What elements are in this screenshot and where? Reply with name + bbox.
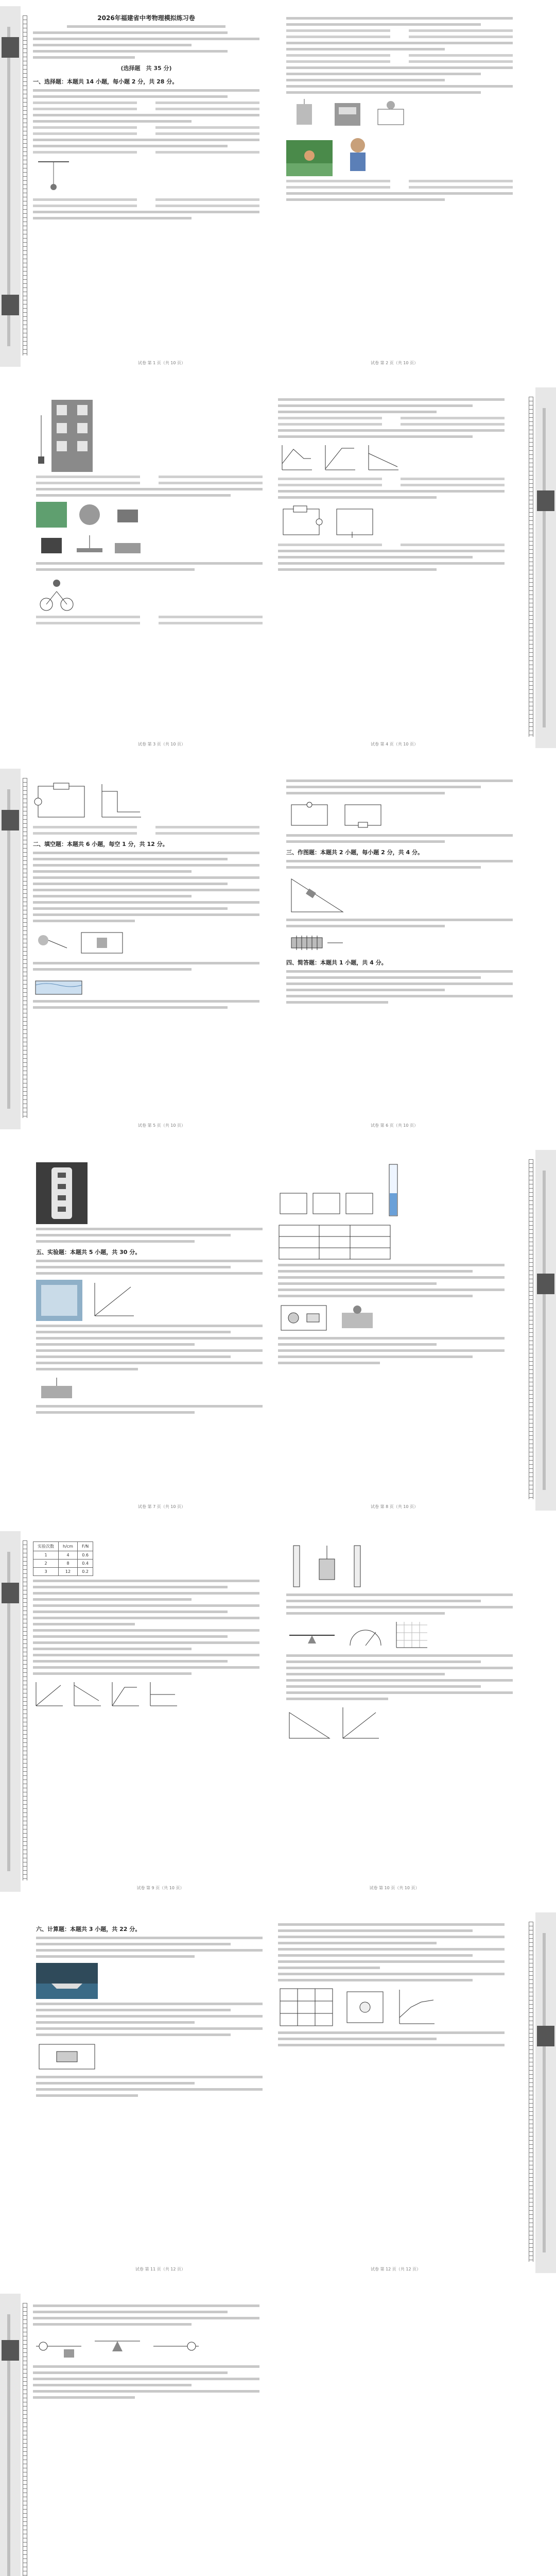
binding-strip	[535, 1912, 556, 2273]
page-footer: 试卷 第 5 页（共 10 页）	[138, 1123, 185, 1128]
ruler	[23, 778, 27, 1118]
figure-lever-grid	[286, 1620, 513, 1651]
right-column	[278, 395, 505, 730]
binding-strip	[535, 387, 556, 748]
left-column	[36, 1920, 263, 2255]
figure-experiments	[286, 99, 513, 130]
binding-label-block	[2, 2340, 19, 2361]
right-column	[286, 776, 513, 1111]
figure-circuit-board	[278, 1302, 505, 1333]
right-column	[286, 1538, 513, 1873]
section-heading: 二、填空题：本题共 6 小题，每空 1 分，共 12 分。	[33, 841, 168, 848]
figure-graphs-row	[33, 1680, 259, 1708]
binding-label-block	[2, 295, 19, 315]
figure-incline	[286, 874, 513, 915]
figure-building	[36, 400, 263, 472]
binding-strip	[535, 1150, 556, 1511]
left-column	[33, 776, 259, 1111]
section-heading: 五、实验题：本题共 5 小题，共 30 分。	[36, 1249, 141, 1256]
figure-power-strip	[36, 1162, 263, 1224]
figure-children-photos	[286, 135, 513, 176]
table-header: 实验次数	[33, 1542, 59, 1551]
ruler	[23, 15, 27, 355]
right-column	[278, 1920, 505, 2255]
page-footer: 试卷 第 10 页（共 10 页）	[369, 1886, 420, 1890]
table-cell: 2	[33, 1560, 59, 1568]
page-footer: 试卷 第 2 页（共 10 页）	[371, 361, 418, 365]
page-footer: 试卷 第 6 页（共 10 页）	[371, 1123, 418, 1128]
binding-strip	[0, 1531, 21, 1892]
right-column	[286, 13, 513, 348]
table-cell: 3	[33, 1568, 59, 1576]
binding-label-block	[537, 1274, 554, 1294]
figure-circuit	[278, 504, 505, 540]
table-cell: 0.6	[77, 1551, 93, 1560]
binding-label-block	[2, 37, 19, 58]
exam-page-1	[0, 0, 556, 375]
figure-electric-setup	[36, 2041, 263, 2072]
section-heading: 六、计算题：本题共 3 小题，共 22 分。	[36, 1926, 141, 1933]
exam-page-4	[0, 1144, 556, 1519]
figure-labels	[278, 1162, 505, 1219]
page-footer: 试卷 第 3 页（共 10 页）	[138, 742, 185, 747]
left-column	[33, 13, 259, 348]
section-heading: 一、选择题：本题共 14 小题，每小题 2 分，共 28 分。	[33, 78, 178, 85]
exam-page-7	[0, 2287, 556, 2576]
figure-window-graph	[36, 1280, 263, 1321]
table-cell: 1	[33, 1551, 59, 1560]
figure-pulleys	[33, 2331, 259, 2362]
figure-data-table	[278, 1224, 505, 1260]
figure-incline-graph	[286, 1705, 513, 1741]
exam-page-6	[0, 1906, 556, 2281]
exam-title: 2026年福建省中考物理模拟练习卷	[97, 14, 195, 22]
ruler	[529, 1922, 533, 2262]
figure-measuring	[286, 1544, 513, 1590]
binding-strip	[0, 6, 21, 367]
figure-grid-circuit	[278, 1987, 505, 2028]
table-cell: 12	[59, 1568, 78, 1576]
page-footer: 试卷 第 12 页（共 12 页）	[371, 2267, 421, 2272]
part-1-heading: (选择题 共 35 分)	[120, 65, 172, 72]
page-footer: 试卷 第 8 页（共 10 页）	[371, 1504, 418, 1509]
figure-devices	[36, 502, 263, 528]
left-column	[36, 395, 263, 730]
table-cell: 4	[59, 1551, 78, 1560]
left-column	[33, 1538, 259, 1873]
table-cell: 8	[59, 1560, 78, 1568]
data-table	[33, 1541, 93, 1576]
ruler	[529, 397, 533, 737]
binding-label-block	[2, 810, 19, 831]
page-footer: 试卷 第 1 页（共 10 页）	[138, 361, 185, 365]
page-footer: 试卷 第 7 页（共 10 页）	[138, 1504, 185, 1509]
figure-boat-photo	[36, 1963, 263, 1999]
page-footer: 试卷 第 11 页（共 12 页）	[135, 2267, 185, 2272]
figure-coil	[286, 933, 513, 953]
page-footer: 试卷 第 4 页（共 10 页）	[371, 742, 418, 747]
page-footer: 试卷 第 9 页（共 10 页）	[136, 1886, 184, 1890]
exam-page-2	[0, 381, 556, 756]
table-header: h/cm	[59, 1542, 78, 1551]
figure-circuits-pair	[286, 800, 513, 831]
exam-page-5	[0, 1525, 556, 1900]
binding-strip	[0, 769, 21, 1129]
figure-cyclist	[36, 576, 263, 612]
section-heading: 四、简答题：本题共 1 小题，共 4 分。	[286, 959, 387, 966]
ruler	[23, 1540, 27, 1880]
left-column	[33, 2301, 259, 2576]
binding-label-block	[2, 1583, 19, 1603]
ruler	[23, 2303, 27, 2576]
figure-apparatus	[36, 533, 263, 558]
section-heading: 三、作图题：本题共 2 小题，每小题 2 分，共 4 分。	[286, 849, 423, 856]
figure-pendulum	[33, 159, 259, 195]
table-header: F/N	[77, 1542, 93, 1551]
right-column	[278, 1157, 505, 1492]
left-column	[36, 1157, 263, 1492]
exam-page-3	[0, 762, 556, 1138]
figure-circuit-graph	[33, 781, 259, 822]
binding-label-block	[537, 2026, 554, 2046]
table-cell: 0.2	[77, 1568, 93, 1576]
figure-optics	[33, 927, 259, 958]
figure-graphs	[278, 443, 505, 474]
ruler	[529, 1159, 533, 1499]
figure-lab-setup	[36, 1376, 263, 1401]
table-cell: 0.4	[77, 1560, 93, 1568]
binding-strip	[0, 2294, 21, 2576]
binding-label-block	[537, 490, 554, 511]
figure-water	[33, 976, 259, 996]
